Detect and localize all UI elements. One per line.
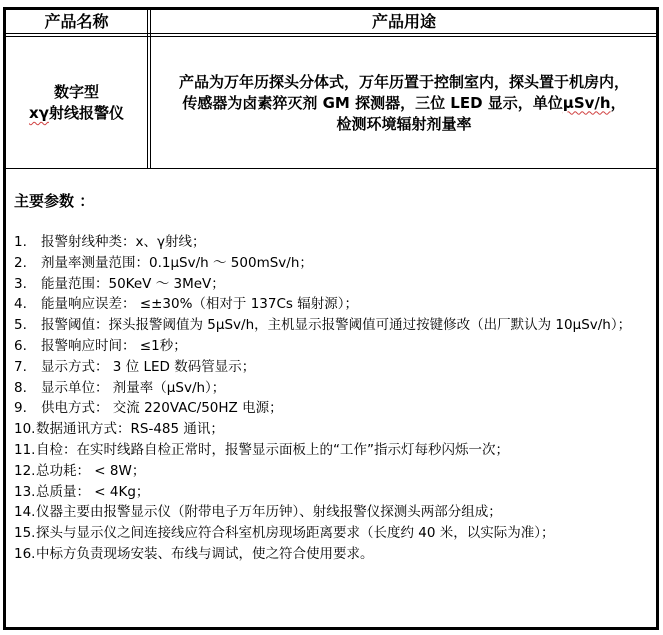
usage-line-2-text: 传感器为卤素猝灭剂 GM 探测器，三位 LED 显示，单位: [182, 93, 563, 112]
list-item: [14, 523, 649, 544]
list-item: [14, 274, 649, 295]
usage-unit: μSv/h: [562, 93, 611, 112]
list-item: [14, 357, 649, 378]
list-item: [14, 253, 649, 274]
item-text: 报警射线种类：x、γ射线；: [41, 234, 206, 250]
item-text: 报警响应时间： ≤1秒；: [41, 337, 187, 354]
item-number: 11.: [14, 441, 36, 458]
item-text: 探头与显示仪之间连接线应符合科室机房现场距离要求（长度约 40 米，以实际为准）；: [36, 525, 555, 542]
list-item: [14, 336, 649, 357]
usage-line-3: 检测环境辐射剂量率: [336, 114, 472, 133]
list-item: [14, 232, 649, 253]
list-item: [14, 461, 649, 482]
list-item: [14, 502, 649, 523]
item-number: 1.: [14, 234, 27, 250]
item-text: 显示方式： 3 位 LED 数码管显示；: [41, 358, 256, 375]
item-number: 8.: [14, 379, 27, 396]
item-text: 总功耗： < 8W；: [36, 462, 146, 479]
table-header-row: [6, 10, 656, 33]
header-product-name: 产品名称: [44, 12, 109, 31]
item-text: 数据通讯方式：RS-485 通讯；: [36, 421, 224, 438]
product-name-cell: [6, 38, 147, 168]
item-number: 7.: [14, 358, 27, 375]
list-item: [14, 482, 649, 503]
usage-line-2-end: ，: [610, 93, 626, 112]
item-text: 报警阈值：探头报警阈值为 5μSv/h，主机显示报警阈值可通过按键修改（出厂默认为 10μSv/h）；: [41, 317, 632, 334]
list-item: [14, 544, 649, 565]
list-item: [14, 294, 649, 315]
item-number: 2.: [14, 254, 27, 271]
product-name-prefix: xγ: [29, 104, 49, 122]
list-item: [14, 440, 649, 461]
header-divider-1: [6, 33, 656, 34]
header-divider-2: [6, 36, 656, 37]
parameters-list: [14, 232, 649, 565]
column-divider-1: [147, 10, 148, 169]
usage-line-1: 产品为万年历探头分体式，万年历置于控制室内，探头置于机房内，: [178, 72, 629, 91]
item-text: 中标方负责现场安装、布线与调试，使之符合使用要求。: [36, 545, 374, 562]
product-name-line1: 数字型: [53, 83, 99, 101]
header-product-usage: 产品用途: [371, 12, 436, 31]
item-number: 5.: [14, 317, 27, 334]
row-divider: [6, 168, 656, 169]
list-item: [14, 315, 649, 336]
item-number: 4.: [14, 296, 27, 313]
product-name-rest: 射线报警仪: [48, 104, 124, 122]
item-text: 供电方式： 交流 220VAC/50HZ 电源；: [41, 400, 283, 417]
item-text: 能量响应误差： ≤±30%（相对于 137Cs 辐射源）；: [41, 296, 358, 313]
product-name-line2: [29, 103, 124, 124]
usage-line-2: [179, 93, 629, 114]
item-text: 自检：在实时线路自检正常时，报警显示面板上的“工作”指示灯每秒闪烁一次；: [36, 441, 509, 458]
item-text: 仪器主要由报警显示仪（附带电子万年历钟）、射线报警仪探测头两部分组成；: [36, 504, 502, 521]
item-number: 16.: [14, 545, 36, 562]
product-usage-cell: [152, 38, 656, 168]
spec-table: [3, 7, 659, 630]
item-number: 14.: [14, 504, 36, 521]
item-number: 9.: [14, 400, 27, 417]
item-text: 总质量： < 4Kg；: [36, 483, 150, 500]
item-number: 12.: [14, 462, 36, 479]
list-item: [14, 419, 649, 440]
list-item: [14, 398, 649, 419]
item-number: 10.: [14, 421, 36, 438]
list-item: [14, 378, 649, 399]
item-number: 6.: [14, 337, 27, 354]
item-text: 能量范围：50KeV ～ 3MeV；: [41, 275, 225, 292]
item-text: 显示单位： 剂量率（μSv/h）；: [41, 379, 226, 396]
column-divider-2: [150, 10, 151, 169]
item-text: 剂量率测量范围：0.1μSv/h ～ 500mSv/h；: [41, 254, 313, 271]
item-number: 15.: [14, 525, 36, 542]
item-number: 3.: [14, 275, 27, 292]
parameters-title: 主要参数 ：: [14, 192, 95, 210]
item-number: 13.: [14, 483, 36, 500]
